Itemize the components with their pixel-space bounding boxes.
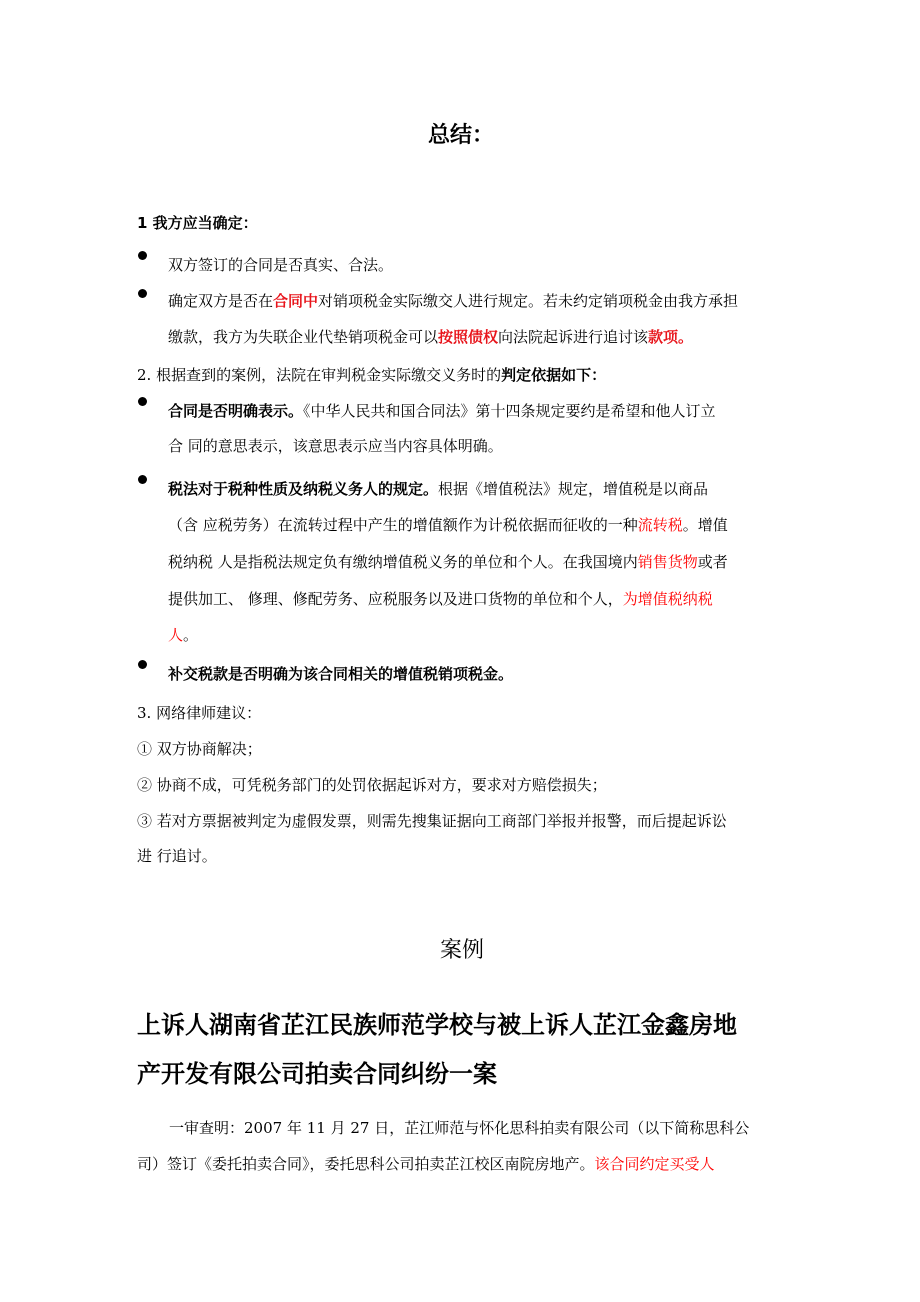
case-heading: 案例 [440, 938, 485, 963]
s1-bullet-2-line-1: 确定双方是否在合同中对销项税金实际缴交人进行规定。若未约定销项税金由我方承担 [168, 292, 739, 310]
highlight-creditor: 按照债权 [438, 328, 499, 346]
s3-item-3-line-2: 进 行追讨。 [137, 847, 217, 865]
bullet-icon [138, 397, 147, 406]
section-2-heading: 2. 根据查到的案例，法院在审判税金实际缴交义务时的判定依据如下： [137, 366, 607, 384]
highlight-amount: 款项。 [648, 328, 694, 346]
s3-item-3-line-1: ③ 若对方票据被判定为虚假发票，则需先搜集证据向工商部门举报并报警，而后提起诉讼 [137, 812, 727, 830]
s1-bullet-1: 双方签订的合同是否真实、合法。 [168, 256, 394, 274]
bullet-icon [138, 660, 147, 669]
s2-point-2-line-5: 人。 [168, 626, 199, 644]
s3-item-2: ② 协商不成，可凭税务部门的处罚依据起诉对方，要求对方赔偿损失； [137, 776, 607, 794]
section-3-heading: 3. 网络律师建议： [137, 704, 262, 722]
case-paragraph-line-1: 一审查明：2007 年 11 月 27 日，芷江师范与怀化思科拍卖有限公司（以下简称思科公 [169, 1119, 750, 1137]
s3-item-1: ① 双方协商解决； [137, 740, 262, 758]
bullet-icon [138, 475, 147, 484]
highlight-contract: 合同中 [273, 292, 319, 310]
case-title-line-1: 上诉人湖南省芷江民族师范学校与被上诉人芷江金鑫房地 [137, 1011, 737, 1039]
s1-bullet-2-line-2: 缴款，我方为失联企业代垫销项税金可以按照债权向法院起诉进行追讨该款项。 [168, 328, 694, 346]
section-1-heading: 1 我方应当确定： [137, 214, 258, 232]
case-paragraph-line-2: 司）签订《委托拍卖合同》，委托思科公司拍卖芷江校区南院房地产。该合同约定买受人 [137, 1155, 715, 1173]
bullet-icon [138, 289, 147, 298]
case-title-line-2: 产开发有限公司拍卖合同纠纷一案 [137, 1060, 497, 1088]
s2-point-1-line-2: 合 同的意思表示，该意思表示应当内容具体明确。 [168, 437, 503, 455]
bullet-icon [138, 251, 147, 260]
s2-point-2-line-1: 税法对于税种性质及纳税义务人的规定。根据《增值税法》规定，增值税是以商品 [168, 480, 709, 498]
s2-point-2-line-3: 税纳税 人是指税法规定负有缴纳增值税义务的单位和个人。在我国境内销售货物或者 [168, 553, 728, 571]
s2-point-3: 补交税款是否明确为该合同相关的增值税销项税金。 [168, 665, 514, 683]
s2-point-2-line-4: 提供加工、 修理、修配劳务、应税服务以及进口货物的单位和个人，为增值税纳税 [168, 590, 713, 608]
s2-point-2-line-2: （含 应税劳务）在流转过程中产生的增值额作为计税依据而征收的一种流转税。增值 [168, 516, 728, 534]
summary-title: 总结： [428, 123, 495, 148]
s2-point-1-line-1: 合同是否明确表示。《中华人民共和国合同法》第十四条规定要约是希望和他人订立 [168, 402, 716, 420]
